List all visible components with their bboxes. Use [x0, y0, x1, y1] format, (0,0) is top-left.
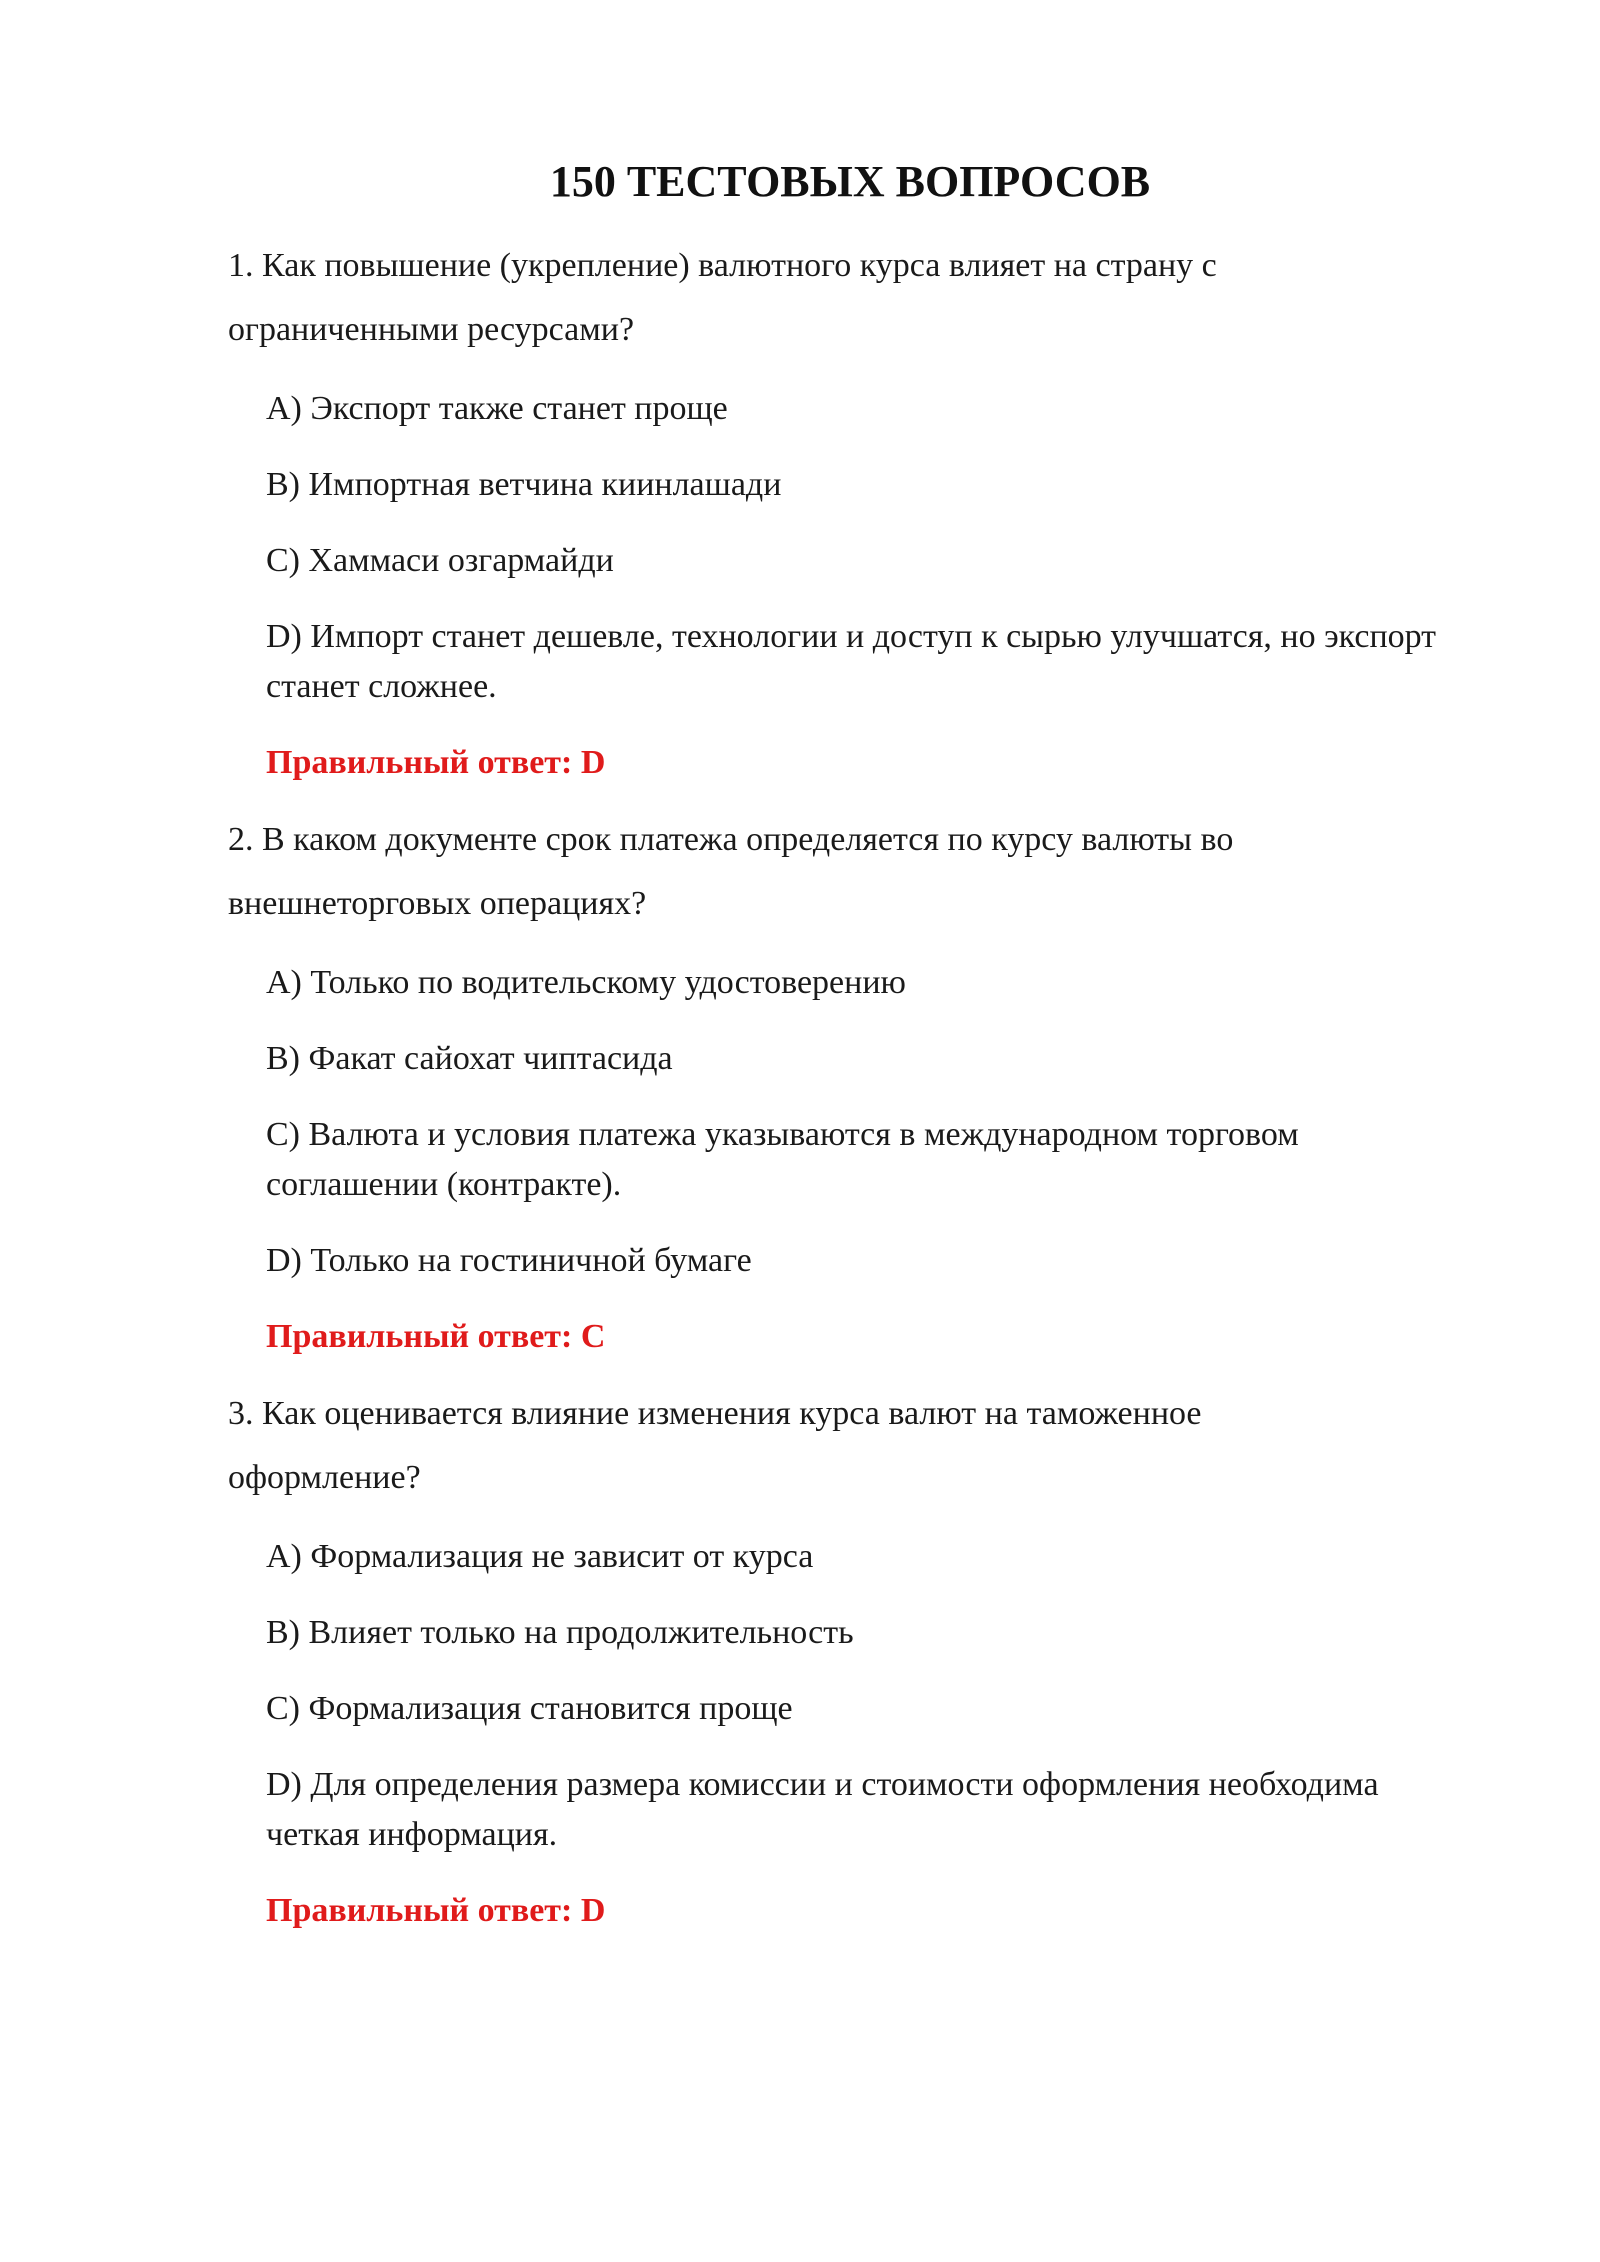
- option-b: B) Влияет только на продолжительность: [266, 1614, 854, 1651]
- question-text: 1. Как повышение (укрепление) валютного курса влияет на страну с ограниченными ресурсами?: [228, 247, 1217, 348]
- option-b: B) Импортная ветчина киинлашади: [266, 466, 782, 503]
- option-c: C) Валюта и условия платежа указываются в международном торговом соглашении (контракте).: [266, 1116, 1299, 1203]
- option-a: A) Формализация не зависит от курса: [266, 1538, 814, 1575]
- correct-answer: Правильный ответ: C: [266, 1318, 606, 1355]
- correct-answer: Правильный ответ: D: [266, 1892, 606, 1929]
- option-d: D) Для определения размера комиссии и стоимости оформления необходима четкая информация.: [266, 1766, 1379, 1853]
- question-text: 3. Как оценивается влияние изменения курса валют на таможенное оформление?: [228, 1395, 1202, 1496]
- option-c: C) Формализация становится проще: [266, 1690, 793, 1727]
- option-a: A) Экспорт также станет проще: [266, 390, 728, 427]
- question-3: [228, 1382, 1450, 1936]
- options-list: [266, 958, 1466, 1286]
- question-text: 2. В каком документе срок платежа определяется по курсу валюты во внешнеторговых операциях?: [228, 821, 1234, 922]
- option-a: A) Только по водительскому удостоверению: [266, 964, 906, 1001]
- options-list: [266, 1532, 1466, 1860]
- option-d: D) Только на гостиничной бумаге: [266, 1242, 752, 1279]
- option-c: C) Хаммаси озгармайди: [266, 542, 614, 579]
- option-d: D) Импорт станет дешевле, технологии и доступ к сырью улучшатся, но экспорт станет сложнее.: [266, 618, 1437, 705]
- correct-answer: Правильный ответ: D: [266, 744, 606, 781]
- document-title: 150 ТЕСТОВЫХ ВОПРОСОВ: [549, 157, 1151, 206]
- option-b: B) Факат сайохат чиптасида: [266, 1040, 673, 1077]
- question-2: [228, 808, 1450, 1362]
- question-1: [228, 234, 1450, 788]
- options-list: [266, 384, 1466, 712]
